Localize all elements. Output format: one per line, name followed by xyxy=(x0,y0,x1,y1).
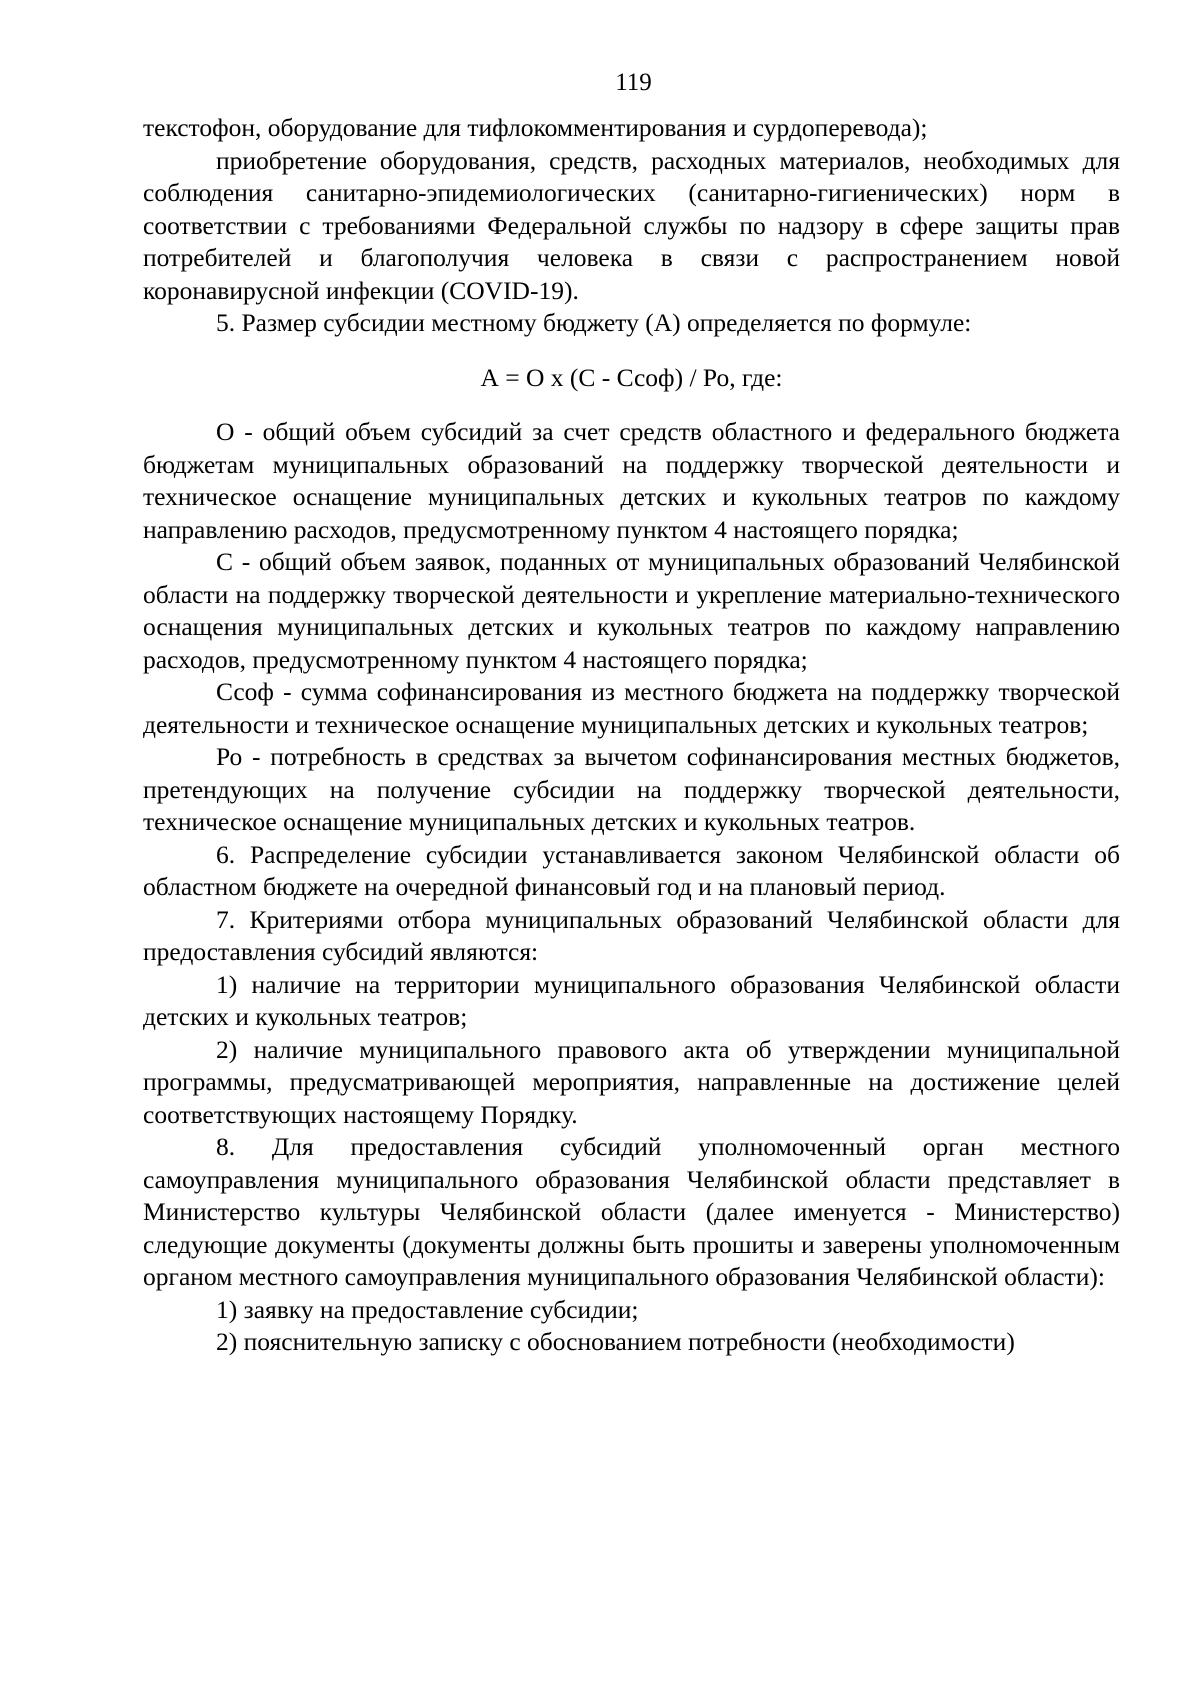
document-body xyxy=(143,112,1120,1359)
paragraph-item-7: 7. Критериями отбора муниципальных образований Челябинской области для предоставления субсидий являются: xyxy=(143,904,1120,966)
definition-csof: Ссоф - сумма софинансирования из местного бюджета на поддержку творческой деятельности и техническое оснащение муниципальных детских и кукольных театров; xyxy=(143,677,1120,739)
criterion-2: 2) наличие муниципального правового акта об утверждении муниципальной программы, предусматривающей мероприятия, направленные на достижение целей соответствующих настоящему Порядку. xyxy=(143,1034,1120,1129)
subsidy-formula: А = О х (С - Ссоф) / Ро, где: xyxy=(480,362,783,392)
document-2: 2) пояснительную записку с обоснованием потребности (необходимости) xyxy=(216,1327,1015,1356)
definition-ro: Ро - потребность в средствах за вычетом софинансирования местных бюджетов, претендующих на получение субсидии на поддержку творческой деятельности, техническое оснащение муниципальных детских и кукольных театров. xyxy=(143,742,1120,836)
definition-c: С - общий объем заявок, поданных от муниципальных образований Челябинской области на поддержку творческой деятельности и укрепление материально-технического оснащения муниципальных детских и кукольных театров по каждому направлению расходов, предусмотренному пунктом 4 настоящего порядка; xyxy=(143,547,1120,674)
paragraph-equipment-list-end: текстофон, оборудование для тифлокомментирования и сурдоперевода); xyxy=(143,113,928,142)
paragraph-item-5: 5. Размер субсидии местному бюджету (А) определяется по формуле: xyxy=(216,308,972,337)
paragraph-item-6: 6. Распределение субсидии устанавливается законом Челябинской области об областном бюджете на очередной финансовый год и на плановый период. xyxy=(143,839,1120,901)
criterion-1: 1) наличие на территории муниципального образования Челябинской области детских и кукольных театров; xyxy=(143,969,1120,1031)
paragraph-sanitary-equipment: приобретение оборудования, средств, расходных материалов, необходимых для соблюдения санитарно-эпидемиологических (санитарно-гигиенических) норм в соответствии с требованиями Федеральной службы по надзору в сфере защиты прав потребителей и благополучия человека в связи с распространением новой коронавирусной инфекции (COVID-19). xyxy=(143,145,1120,305)
document-1: 1) заявку на предоставление субсидии; xyxy=(216,1294,639,1324)
definition-o: О - общий объем субсидий за счет средств областного и федерального бюджета бюджетам муниципальных образований на поддержку творческой деятельности и техническое оснащение муниципальных детских и кукольных театров по каждому направлению расходов, предусмотренному пунктом 4 настоящего порядка; xyxy=(143,417,1120,544)
page-number: 119 xyxy=(615,69,652,96)
paragraph-item-8: 8. Для предоставления субсидий уполномоченный орган местного самоуправления муниципального образования Челябинской области представляет в Министерство культуры Челябинской области (далее именуется - Министерство) следующие документы (документы должны быть прошиты и заверены уполномоченным органом местного самоуправления муниципального образования Челябинской области): xyxy=(143,1132,1120,1291)
